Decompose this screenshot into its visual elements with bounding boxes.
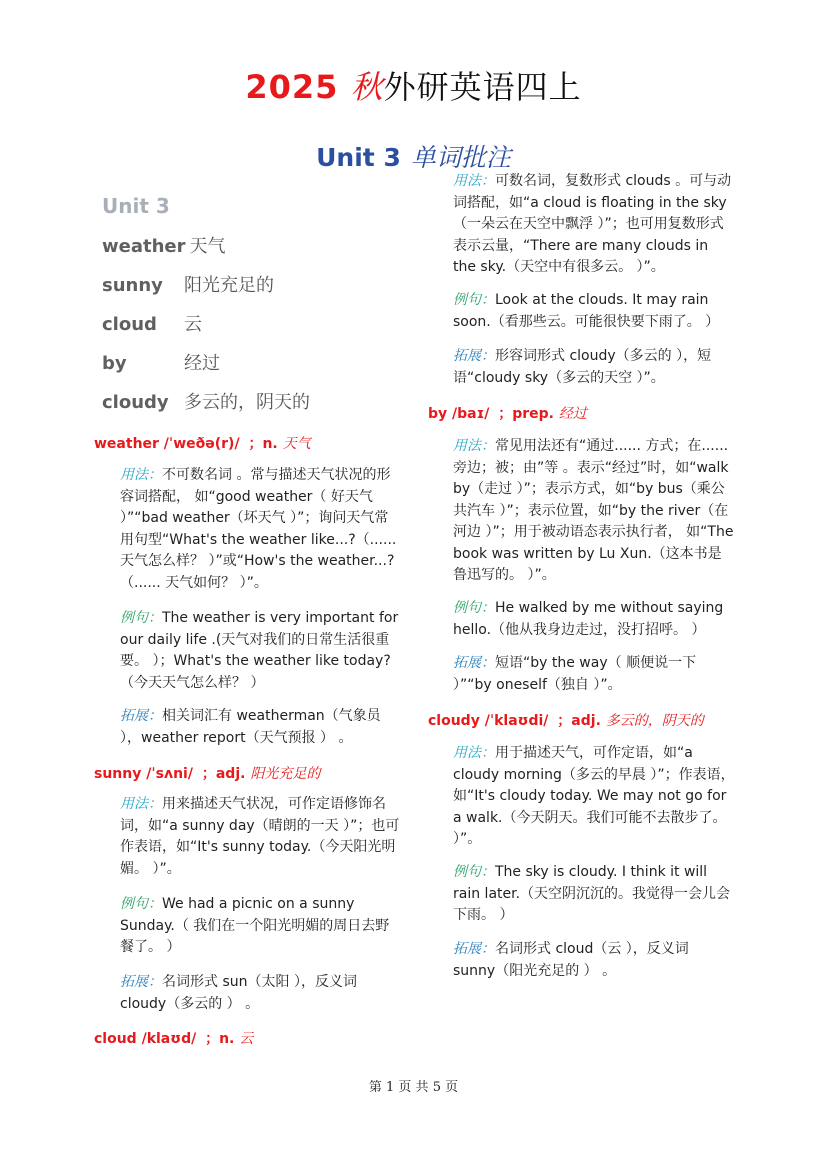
headword-text: cloudy /ˈklaʊdi/ bbox=[428, 713, 549, 729]
usage-label: 用法： bbox=[120, 467, 162, 483]
example-text: We had a picnic on a sunny Sunday.（ 我们在一个阳光明媚的周日去野餐了。 ） bbox=[120, 896, 390, 955]
usage-paragraph bbox=[453, 171, 735, 279]
extension-paragraph bbox=[120, 972, 400, 1015]
usage-text: 可数名词，复数形式 clouds 。可与动词搭配，如“a cloud is floating in the sky（一朵云在天空中飘浮 ）”；也可用复数形式表示云量，“There are many clouds in the sky.（天空中有很多云。 ）”。 bbox=[453, 173, 732, 275]
example-label: 例句： bbox=[120, 896, 162, 912]
extension-text: 短语“by the way（ 顺便说一下 ）”“by oneself（独自 ）”。 bbox=[453, 655, 697, 693]
headword-gloss: 天气 bbox=[282, 436, 311, 452]
headword-pos: ；n. bbox=[205, 1031, 235, 1047]
extension-text: 名词形式 cloud（云 ），反义词 sunny（阳光充足的 ） 。 bbox=[453, 941, 689, 979]
headword-pos: ；n. bbox=[248, 436, 278, 452]
headword-gloss: 云 bbox=[239, 1031, 254, 1047]
page-title bbox=[0, 62, 827, 108]
word-zh: 云 bbox=[184, 314, 202, 335]
example-text: The sky is cloudy. I think it will rain later.（天空阴沉沉的。我觉得一会儿会下雨。 ） bbox=[453, 864, 731, 923]
word-list-image bbox=[100, 186, 400, 426]
headword-weather bbox=[94, 433, 311, 453]
title-year: 2025 bbox=[245, 68, 351, 106]
extension-label: 拓展： bbox=[453, 348, 495, 364]
example-paragraph bbox=[453, 862, 735, 927]
word-en: sunny bbox=[102, 275, 163, 296]
word-zh: 经过 bbox=[184, 353, 220, 374]
usage-label: 用法： bbox=[453, 173, 495, 189]
page-footer: 第 1 页 共 5 页 bbox=[368, 1080, 459, 1095]
word-en: cloudy bbox=[102, 392, 169, 413]
word-en: by bbox=[102, 353, 127, 374]
extension-label: 拓展： bbox=[120, 708, 162, 724]
example-label: 例句： bbox=[453, 600, 495, 616]
word-list-item bbox=[102, 349, 220, 375]
headword-by bbox=[428, 403, 587, 423]
example-paragraph bbox=[120, 608, 400, 694]
extension-paragraph bbox=[453, 939, 735, 982]
word-list-item bbox=[102, 232, 226, 258]
headword-text: sunny /ˈsʌni/ bbox=[94, 766, 193, 782]
example-label: 例句： bbox=[453, 864, 495, 880]
subtitle-unit: Unit 3 bbox=[316, 143, 401, 172]
extension-paragraph bbox=[120, 706, 400, 749]
word-list-item bbox=[102, 388, 310, 414]
title-autumn: 秋 bbox=[350, 68, 384, 106]
example-label: 例句： bbox=[120, 610, 162, 626]
word-list-item bbox=[102, 310, 202, 336]
example-label: 例句： bbox=[453, 292, 495, 308]
extension-label: 拓展： bbox=[453, 941, 495, 957]
extension-text: 名词形式 sun（太阳 ），反义词 cloudy（多云的 ） 。 bbox=[120, 974, 357, 1012]
headword-gloss: 阳光充足的 bbox=[250, 766, 321, 782]
usage-text: 常见用法还有“通过...... 方式；在......旁边；被；由”等 。表示“经过”时，如“walk by（走过 ）”；表示方式，如“by bus（乘公共汽车 ）”；表示位置，如“by the river（在河边 ）”；用于被动语态表示执行者， 如“The book was written by Lu Xun.（这本书是鲁迅写的。 ）”。 bbox=[453, 438, 734, 583]
headword-gloss: 经过 bbox=[558, 406, 587, 422]
usage-text: 用于描述天气，可作定语，如“a cloudy morning（多云的早晨 ）”；作表语，如“It's cloudy today. We may not go for a walk.（今天阴天。我们可能不去散步了。 ）”。 bbox=[453, 745, 735, 847]
usage-paragraph bbox=[453, 743, 735, 851]
usage-text: 用来描述天气状况，可作定语修饰名词，如“a sunny day（晴朗的一天 ）”；也可作表语，如“It's sunny today.（今天阳光明媚。 ）”。 bbox=[120, 796, 400, 877]
headword-gloss: 多云的，阴天的 bbox=[605, 713, 704, 729]
extension-text: 相关词汇有 weatherman（气象员 ），weather report（天气预报 ） 。 bbox=[120, 708, 381, 746]
word-list-item bbox=[102, 271, 274, 297]
usage-label: 用法： bbox=[453, 438, 495, 454]
word-list-unit: Unit 3 bbox=[102, 194, 170, 218]
word-en: cloud bbox=[102, 314, 157, 335]
subtitle-label: 单词批注 bbox=[410, 143, 511, 172]
usage-text: 不可数名词 。常与描述天气状况的形容词搭配， 如“good weather（ 好天气 ）”“bad weather（坏天气 ）”；询问天气常用句型“What's the weather like...?（...... 天气怎么样？ ）”或“How's the weather...?（...... 天气如何？ ）”。 bbox=[120, 467, 397, 591]
headword-text: weather /ˈweðə(r)/ bbox=[94, 436, 240, 452]
extension-text: 形容词形式 cloudy（多云的 ），短语“cloudy sky（多云的天空 ）”。 bbox=[453, 348, 712, 386]
word-zh: 阳光充足的 bbox=[184, 275, 274, 296]
page-subtitle bbox=[0, 138, 827, 174]
example-text: Look at the clouds. It may rain soon.（看那些云。可能很快要下雨了。 ） bbox=[453, 292, 720, 330]
headword-pos: ；prep. bbox=[498, 406, 554, 422]
usage-paragraph bbox=[453, 436, 735, 587]
example-text: He walked by me without saying hello.（他从我身边走过，没打招呼。 ） bbox=[453, 600, 724, 638]
headword-sunny bbox=[94, 763, 320, 783]
example-paragraph bbox=[120, 894, 400, 959]
headword-cloudy bbox=[428, 710, 704, 730]
example-paragraph bbox=[453, 290, 735, 333]
word-zh: 多云的，阴天的 bbox=[184, 392, 310, 413]
extension-label: 拓展： bbox=[453, 655, 495, 671]
word-zh: 天气 bbox=[189, 236, 226, 257]
usage-label: 用法： bbox=[120, 796, 162, 812]
headword-cloud bbox=[94, 1028, 253, 1048]
usage-paragraph bbox=[120, 794, 400, 880]
example-text: The weather is very important for our daily life .(天气对我们的日常生活很重要。 ）；What's the weather like today?（今天天气怎么样？ ） bbox=[120, 610, 399, 691]
headword-pos: ；adj. bbox=[557, 713, 601, 729]
headword-text: cloud /klaʊd/ bbox=[94, 1031, 197, 1047]
word-en: weather bbox=[102, 236, 186, 257]
usage-label: 用法： bbox=[453, 745, 495, 761]
headword-text: by /baɪ/ bbox=[428, 406, 490, 422]
headword-pos: ；adj. bbox=[201, 766, 246, 782]
extension-label: 拓展： bbox=[120, 974, 162, 990]
extension-paragraph bbox=[453, 653, 735, 696]
example-paragraph bbox=[453, 598, 735, 641]
usage-paragraph bbox=[120, 465, 400, 594]
title-rest: 外研英语四上 bbox=[383, 68, 582, 106]
extension-paragraph bbox=[453, 346, 735, 389]
